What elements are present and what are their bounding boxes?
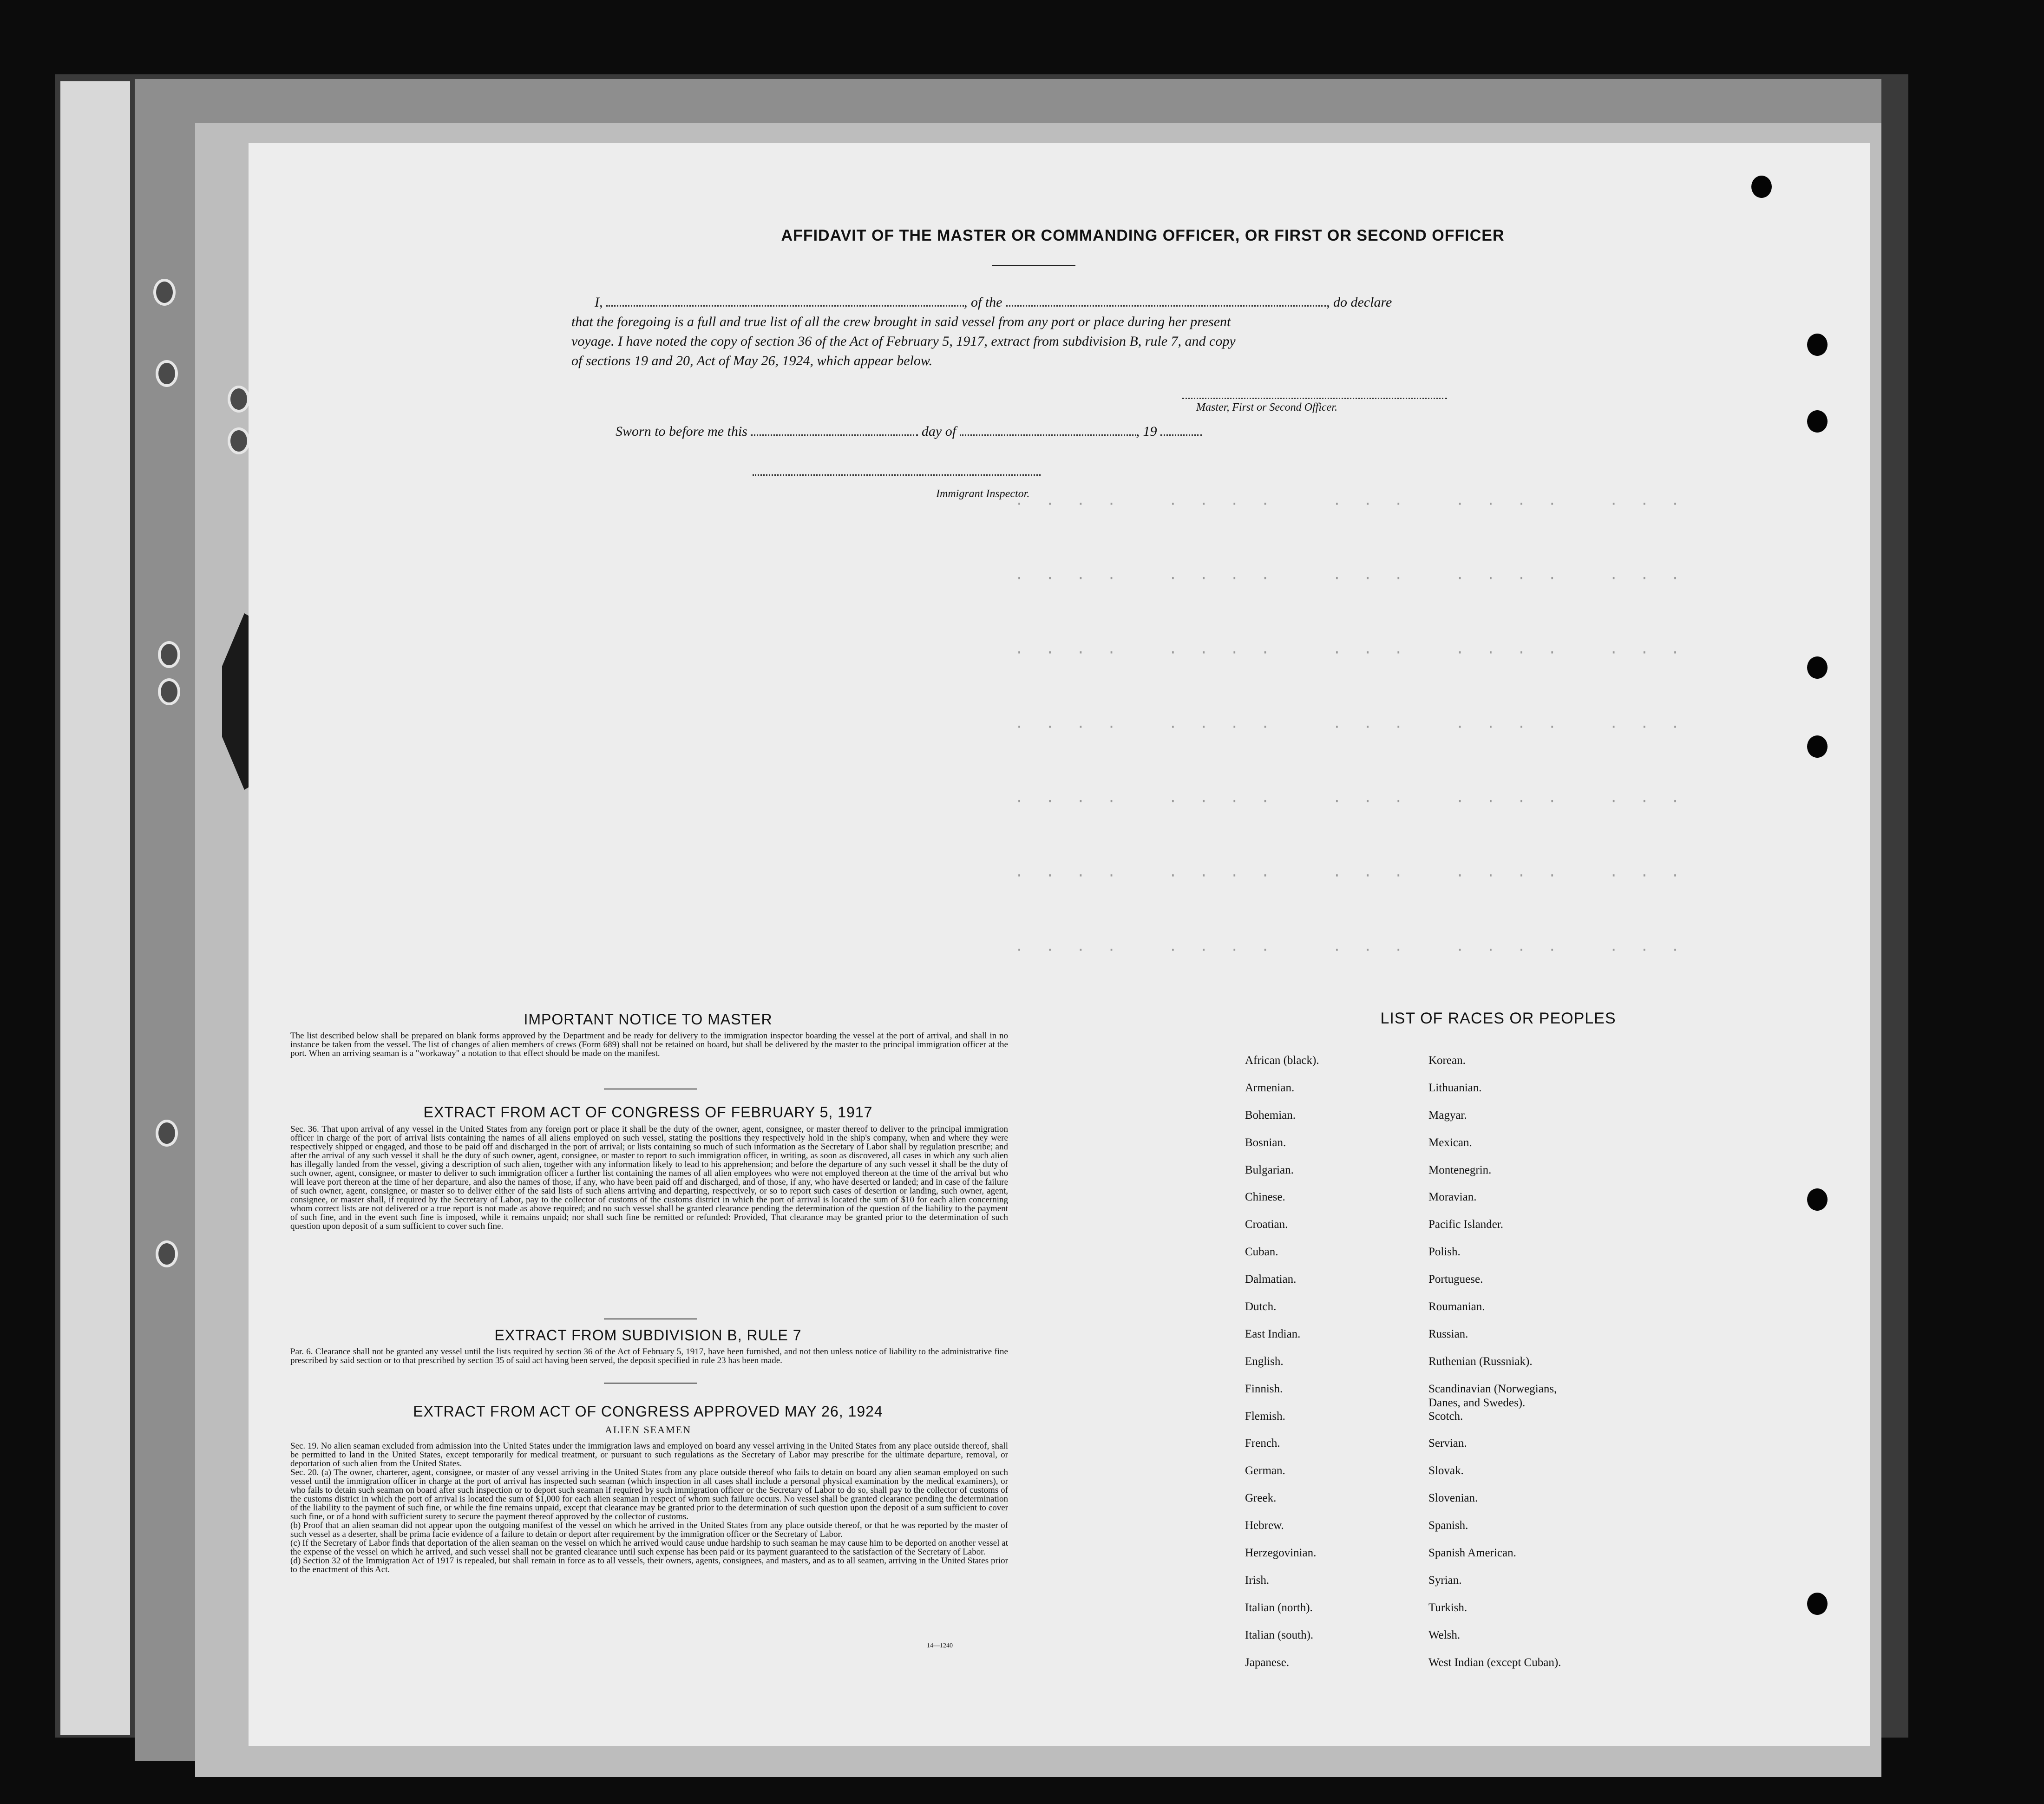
binder-hole	[156, 1120, 178, 1147]
race-item: Mexican.	[1428, 1136, 1472, 1149]
race-item: Welsh.	[1428, 1628, 1461, 1641]
faded-manifest-row: · · · · · · · · · · · · · · · · · ·	[1015, 645, 1681, 661]
race-item: Roumanian.	[1428, 1300, 1485, 1313]
year-label: , 19	[1136, 424, 1157, 439]
faded-manifest-row: · · · · · · · · · · · · · · · · · ·	[1015, 942, 1681, 958]
race-item: Bosnian.	[1245, 1136, 1286, 1149]
punch-hole	[1807, 656, 1828, 679]
race-item: Montenegrin.	[1428, 1163, 1492, 1176]
race-item: French.	[1245, 1437, 1280, 1450]
declare-label: , do declare	[1326, 295, 1392, 310]
race-item: Spanish American.	[1428, 1547, 1516, 1560]
punch-hole	[1807, 410, 1828, 433]
race-item: Ruthenian (Russniak).	[1428, 1355, 1533, 1368]
master-signature-caption: Master, First or Second Officer.	[1196, 401, 1337, 413]
race-item: Japanese.	[1245, 1656, 1290, 1669]
section-divider	[604, 1383, 697, 1384]
extract-1917-title: EXTRACT FROM ACT OF CONGRESS OF FEBRUARY 5, 1917	[423, 1104, 873, 1121]
race-item: Bohemian.	[1245, 1109, 1296, 1122]
sec-20a-paragraph: Sec. 20. (a) The owner, charterer, agent, consignee, or master of any vessel arriving in the United States from any place outside thereof who fails to detain on board any alien seaman employed on such vessel until the immigration officer in charge at the port of arrival has inspected such seaman (which inspection in all cases shall include a personal physical examination by the medical examiners), or who fails to detain such seaman on board after such inspection or to deport such seaman if required by such immigration officer or the Secretary of Labor to do so, shall pay to the collector of customs of the customs district in which the port of arrival is located the sum of $1,000 for each alien seaman in respect of whom such failure occurs. No vessel shall be granted clearance pending the determination of the liability to the payment of such fine, or while the fine remains unpaid, except that clearance may be granted prior to the determination of such question upon the deposit of a sum sufficient to cover such fine, or of a bond with sufficient surety to secure the payment thereof approved by the collector of customs.	[290, 1468, 1008, 1522]
extract-1924-text	[290, 1442, 1008, 1574]
binder-hole	[153, 279, 176, 306]
race-item: Irish.	[1245, 1574, 1270, 1587]
notice-text: The list described below shall be prepared on blank forms approved by the Department and be ready for delivery to the immigration inspector boarding the vessel at the port of arrival, and shall in no instance be taken from the vessel. The list of changes of alien members of crews (Form 689) shall not be retained on board, but shall be delivered by the master to the principal immigration officer at the port. When an arriving seaman is a "workaway" a notation to that effect should be made on the manifest.	[290, 1031, 1008, 1058]
master-signature-field[interactable]	[1182, 398, 1447, 399]
races-title: LIST OF RACES OR PEOPLES	[1380, 1010, 1616, 1027]
race-item: Polish.	[1428, 1246, 1461, 1259]
binder-hole	[228, 386, 250, 413]
extract-1917-text: Sec. 36. That upon arrival of any vessel in the United States from any foreign port or place it shall be the duty of the owner, agent, consignee, or master thereof to deliver to the principal immigration officer in charge of the port of arrival lists containing the names of all aliens employed on such vessel, stating the positions they respectively hold in the ship's company, when and where they were respectively shipped or engaged, and those to be paid off and discharged in the port of arrival; or lists containing so much of such information as the Secretary of Labor shall by regulation prescribe; and after the arrival of any such vessel it shall be the duty of such owner, agent, consignee, or master to report to such immigration officer, in writing, as soon as discovered, all cases in which any such alien has illegally landed from the vessel, giving a description of such alien, together with any information likely to lead to his apprehension; and before the departure of any such vessel it shall be the duty of such owner, agent, consignee, or master to deliver to such immigration officer a further list containing the names of all alien employees who were not employed thereon at the time of the arrival but who will leave port thereon at the time of her departure, and also the names of those, if any, who have been paid off and discharged, and of those, if any, who have deserted or landed; and in case of the failure of such owner, agent, consignee, or master so to deliver either of the said lists of such aliens arriving and departing, respectively, or so to report such cases of desertion or landing, such owner, agent, consignee, or master shall, if required by the Secretary of Labor, pay to the collector of customs of the customs district in which the port of arrival is located the sum of $10 for each alien concerning whom correct lists are not delivered or a true report is not made as above required; and no such vessel shall be granted clearance pending the determination of the question of the liability to the payment of such fine, and in the event such fine is imposed, while it remains unpaid; nor shall such fine be remitted or refunded: Provided, That clearance may be granted prior to the determination of such question upon deposit of a sum sufficient to cover such fine.	[290, 1124, 1008, 1231]
sec-20c-paragraph: (c) If the Secretary of Labor finds that deportation of the alien seaman on the vessel on which he arrived would cause undue hardship to such seaman he may cause him to be deported on another vessel at the expense of the vessel on which he arrived, and such vessel shall not be granted clearance until such expense has been paid or its payment guaranteed to the satisfaction of the Secretary of Labor.	[290, 1538, 1008, 1557]
race-item: Magyar.	[1428, 1109, 1467, 1122]
race-item: Slovak.	[1428, 1464, 1464, 1477]
binder-hole	[228, 427, 250, 454]
faded-manifest-row: · · · · · · · · · · · · · · · · · ·	[1015, 496, 1681, 512]
race-item: Chinese.	[1245, 1191, 1285, 1204]
sworn-year-field[interactable]	[1160, 434, 1202, 436]
race-item: Scandinavian (Norwegians, Danes, and Swedes).	[1428, 1382, 1557, 1409]
rule7-title: EXTRACT FROM SUBDIVISION B, RULE 7	[494, 1327, 802, 1344]
binder-hole	[156, 1240, 178, 1267]
title-rule	[992, 265, 1075, 266]
sworn-day-field[interactable]	[751, 434, 918, 436]
race-item: Slovenian.	[1428, 1492, 1478, 1505]
race-item: German.	[1245, 1464, 1285, 1477]
punch-hole	[1807, 735, 1828, 758]
race-item: Moravian.	[1428, 1191, 1477, 1204]
race-item: Bulgarian.	[1245, 1163, 1294, 1176]
punch-hole	[1807, 1188, 1828, 1211]
race-item: Portuguese.	[1428, 1273, 1483, 1286]
binder-hole	[156, 360, 178, 387]
sec-19-paragraph: Sec. 19. No alien seaman excluded from admission into the United States under the immigration laws and employed on board any vessel arriving in the United States from any place outside thereof, shall be permitted to land in the United States, except temporarily for medical treatment, or pursuant to such regulations as the Secretary of Labor may prescribe for the ultimate departure, removal, or deportation of such alien from the United States.	[290, 1441, 1008, 1469]
rule7-text: Par. 6. Clearance shall not be granted any vessel until the lists required by section 36 of the Act of February 5, 1917, have been furnished, and not then unless notice of liability to the administrative fine prescribed by said section or to that prescribed by section 35 of said act having been served, the deposit specified in rule 23 has been made.	[290, 1347, 1008, 1365]
declarant-name-field[interactable]	[606, 305, 964, 307]
declarant-label: I,	[595, 295, 603, 310]
races-right-column	[1428, 1054, 1670, 1683]
inspector-signature-field[interactable]	[753, 474, 1041, 476]
faded-manifest-row: · · · · · · · · · · · · · · · · · ·	[1015, 719, 1681, 735]
extract-1924-title: EXTRACT FROM ACT OF CONGRESS APPROVED MAY 26, 1924	[413, 1403, 883, 1420]
sworn-label: Sworn to before me this	[616, 424, 747, 439]
race-item: Pacific Islander.	[1428, 1218, 1504, 1231]
race-item: West Indian (except Cuban).	[1428, 1656, 1561, 1669]
race-item: Greek.	[1245, 1492, 1277, 1505]
race-item: Syrian.	[1428, 1574, 1462, 1587]
race-item: African (black).	[1245, 1054, 1319, 1067]
race-item: Herzegovinian.	[1245, 1547, 1317, 1560]
declaration-line-1	[571, 293, 1503, 312]
punch-hole	[1807, 334, 1828, 356]
race-item: Servian.	[1428, 1437, 1467, 1450]
race-item: Finnish.	[1245, 1382, 1283, 1395]
races-left-column	[1245, 1054, 1412, 1683]
vessel-name-field[interactable]	[1006, 305, 1326, 307]
race-item: Dutch.	[1245, 1300, 1277, 1313]
race-item: Hebrew.	[1245, 1519, 1284, 1532]
punch-hole	[1751, 176, 1772, 198]
notice-title: IMPORTANT NOTICE TO MASTER	[524, 1011, 773, 1028]
race-item: Italian (north).	[1245, 1601, 1313, 1614]
race-item: Armenian.	[1245, 1081, 1295, 1094]
sworn-month-field[interactable]	[960, 434, 1136, 436]
affidavit-body	[571, 293, 1503, 371]
left-ledger-strip	[60, 81, 130, 1735]
race-item: Lithuanian.	[1428, 1081, 1482, 1094]
race-item: Russian.	[1428, 1327, 1468, 1340]
binder-hole	[158, 678, 180, 705]
form-number: 14—1240	[927, 1642, 953, 1649]
race-item: English.	[1245, 1355, 1284, 1368]
faded-manifest-row: · · · · · · · · · · · · · · · · · ·	[1015, 571, 1681, 587]
race-item: Italian (south).	[1245, 1628, 1314, 1641]
vessel-label: , of the	[964, 295, 1002, 310]
inspector-signature-caption: Immigrant Inspector.	[936, 488, 1030, 500]
race-item: Croatian.	[1245, 1218, 1288, 1231]
race-item: Spanish.	[1428, 1519, 1468, 1532]
affidavit-title: AFFIDAVIT OF THE MASTER OR COMMANDING OFFICER, OR FIRST OR SECOND OFFICER	[781, 227, 1505, 244]
sworn-line	[616, 424, 1202, 440]
declaration-line-4: of sections 19 and 20, Act of May 26, 1924, which appear below.	[571, 353, 933, 368]
binder-hole	[158, 641, 180, 668]
race-item: East Indian.	[1245, 1327, 1301, 1340]
faded-manifest-row: · · · · · · · · · · · · · · · · · ·	[1015, 868, 1681, 884]
race-item: Cuban.	[1245, 1246, 1278, 1259]
race-item: Scotch.	[1428, 1410, 1463, 1423]
declaration-line-2: that the foregoing is a full and true list of all the crew brought in said vessel from any port or place during her present	[571, 314, 1231, 329]
race-item: Dalmatian.	[1245, 1273, 1297, 1286]
punch-hole	[1807, 1593, 1828, 1615]
affidavit-form-page	[249, 143, 1870, 1746]
alien-seamen-subtitle: ALIEN SEAMEN	[605, 1424, 691, 1436]
race-item: Flemish.	[1245, 1410, 1285, 1423]
declaration-line-3: voyage. I have noted the copy of section 36 of the Act of February 5, 1917, extract from subdivision B, rule 7, and copy	[571, 334, 1236, 349]
race-item: Korean.	[1428, 1054, 1466, 1067]
sec-20d-paragraph: (d) Section 32 of the Immigration Act of 1917 is repealed, but shall remain in force as to all vessels, their owners, agents, consignees, and masters, and as to all seamen, arriving in the United States prior to the enactment of this Act.	[290, 1556, 1008, 1574]
sec-20b-paragraph: (b) Proof that an alien seaman did not appear upon the outgoing manifest of the vessel on which he arrived in the United States from any place outside thereof, or that he was reported by the master of such vessel as a deserter, shall be prima facie evidence of a failure to detain or deport after requirement by the immigration officer or the Secretary of Labor.	[290, 1521, 1008, 1539]
race-item: Turkish.	[1428, 1601, 1467, 1614]
day-of-label: day of	[921, 424, 956, 439]
faded-manifest-row: · · · · · · · · · · · · · · · · · ·	[1015, 794, 1681, 810]
